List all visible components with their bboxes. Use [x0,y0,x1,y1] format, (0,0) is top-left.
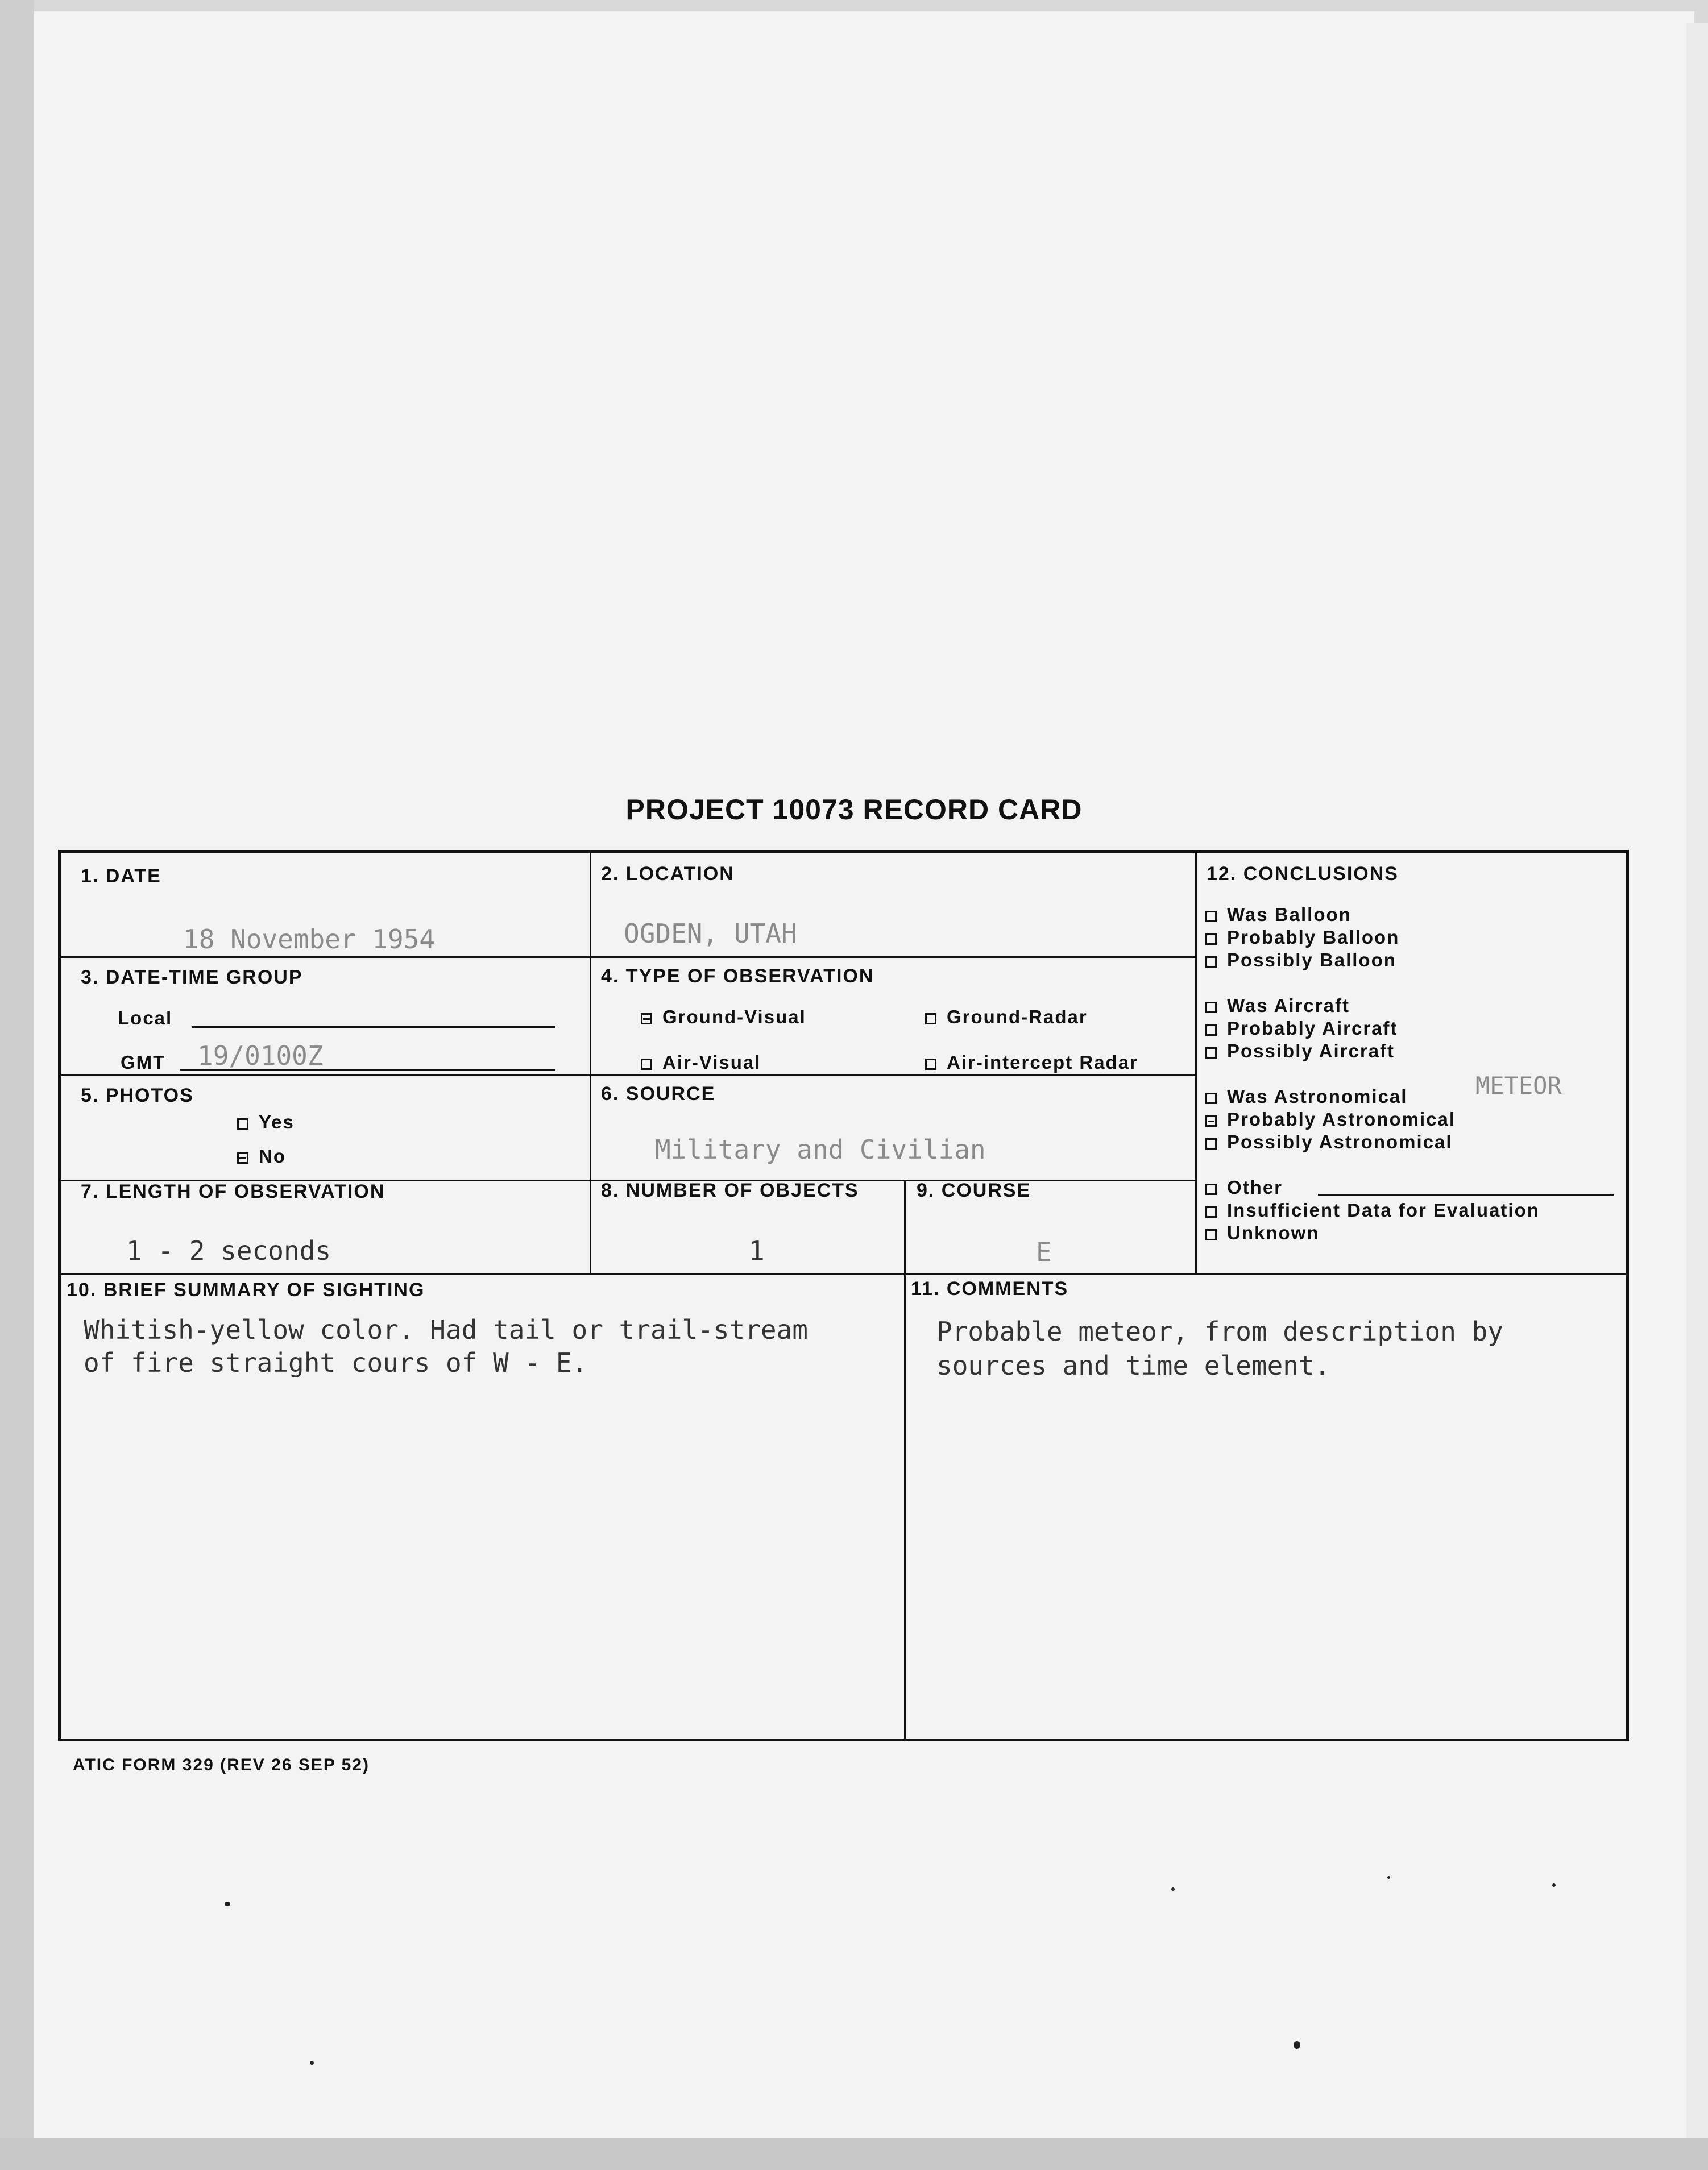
checkbox-insufficient-data[interactable] [1205,1206,1217,1218]
card-title: PROJECT 10073 RECORD CARD [625,794,1083,825]
source-label: 6. SOURCE [601,1083,716,1105]
checkbox-ground-radar[interactable] [925,1013,936,1024]
photos-option-no[interactable]: No [237,1146,286,1167]
conclusion-probably-astronomical[interactable]: Probably Astronomical [1205,1109,1456,1130]
divider-vertical-left [590,853,591,1273]
summary-label: 10. BRIEF SUMMARY OF SIGHTING [67,1279,425,1301]
speck [225,1902,230,1906]
length-label: 7. LENGTH OF OBSERVATION [81,1181,385,1202]
length-value: 1 - 2 seconds [126,1235,331,1266]
observation-option-ground-visual[interactable]: Ground-Visual [641,1006,806,1028]
speck [1552,1883,1556,1887]
objects-label: 8. NUMBER OF OBJECTS [601,1180,859,1201]
conclusion-was-balloon[interactable]: Was Balloon [1205,904,1352,926]
conclusion-insufficient-data[interactable]: Insufficient Data for Evaluation [1205,1200,1540,1221]
divider-vertical-10-11 [904,1273,906,1740]
location-value: OGDEN, UTAH [624,918,797,949]
other-underline [1318,1194,1614,1196]
checkbox-probably-astronomical[interactable] [1205,1115,1217,1127]
date-value: 18 November 1954 [183,924,436,955]
conclusion-unknown[interactable]: Unknown [1205,1222,1319,1244]
observation-option-ground-radar[interactable]: Ground-Radar [925,1006,1088,1028]
objects-value: 1 [749,1235,765,1266]
checkbox-air-intercept-radar[interactable] [925,1059,936,1070]
summary-line-2: of fire straight cours of W - E. [84,1347,588,1378]
dtg-gmt-label: GMT [121,1052,166,1073]
conclusion-probably-balloon[interactable]: Probably Balloon [1205,927,1399,948]
observation-option-air-visual[interactable]: Air-Visual [641,1052,761,1073]
checkbox-photos-yes[interactable] [237,1118,248,1130]
dtg-label: 3. DATE-TIME GROUP [81,966,303,988]
conclusion-possibly-balloon[interactable]: Possibly Balloon [1205,949,1396,971]
observation-option-air-intercept-radar[interactable]: Air-intercept Radar [925,1052,1138,1073]
checkbox-photos-no[interactable] [237,1152,248,1164]
dtg-gmt-value: 19/0100Z [197,1040,324,1071]
checkbox-probably-balloon[interactable] [1205,933,1217,945]
checkbox-air-visual[interactable] [641,1059,652,1070]
comments-label: 11. COMMENTS [911,1278,1069,1300]
page-shadow-bottom [0,2138,1708,2170]
summary-line-1: Whitish-yellow color. Had tail or trail-stream [84,1314,808,1345]
astronomical-note: METEOR [1475,1072,1562,1099]
divider-vertical-conclusions [1195,853,1197,1273]
course-value: E [1036,1237,1052,1267]
speck [1171,1887,1175,1891]
speck [1294,2041,1300,2049]
photos-option-yes[interactable]: Yes [237,1111,295,1133]
observation-type-label: 4. TYPE OF OBSERVATION [601,965,874,987]
source-value: Military and Civilian [655,1134,986,1165]
conclusions-label: 12. CONCLUSIONS [1207,863,1399,885]
record-card [58,850,1629,1741]
form-identifier: ATIC FORM 329 (REV 26 SEP 52) [73,1756,370,1774]
dtg-local-label: Local [118,1007,173,1028]
checkbox-was-astronomical[interactable] [1205,1093,1217,1104]
checkbox-possibly-balloon[interactable] [1205,956,1217,968]
conclusion-possibly-astronomical[interactable]: Possibly Astronomical [1205,1131,1453,1153]
checkbox-ground-visual[interactable] [641,1013,652,1024]
photos-label: 5. PHOTOS [81,1085,194,1106]
dtg-local-underline [192,1026,555,1028]
checkbox-unknown[interactable] [1205,1229,1217,1240]
divider-row-2 [61,1074,1195,1076]
location-label: 2. LOCATION [601,863,735,885]
conclusion-possibly-aircraft[interactable]: Possibly Aircraft [1205,1040,1395,1062]
checkbox-was-balloon[interactable] [1205,911,1217,922]
comments-line-2: sources and time element. [936,1350,1330,1381]
divider-vertical-8-9 [904,1180,906,1273]
page-shadow-left [0,0,34,2170]
conclusion-probably-aircraft[interactable]: Probably Aircraft [1205,1018,1398,1039]
checkbox-possibly-aircraft[interactable] [1205,1047,1217,1059]
checkbox-probably-aircraft[interactable] [1205,1024,1217,1036]
course-label: 9. COURSE [917,1180,1031,1201]
speck [1387,1876,1390,1879]
divider-row-4 [61,1273,1626,1275]
checkbox-other[interactable] [1205,1184,1217,1195]
comments-line-1: Probable meteor, from description by [936,1316,1503,1347]
divider-row-1 [61,956,1195,958]
checkbox-was-aircraft[interactable] [1205,1002,1217,1013]
checkbox-possibly-astronomical[interactable] [1205,1138,1217,1150]
conclusion-was-aircraft[interactable]: Was Aircraft [1205,995,1350,1016]
conclusion-other[interactable]: Other [1205,1177,1283,1198]
page-edge-right [1686,23,1708,2170]
speck [310,2061,314,2065]
date-label: 1. DATE [81,865,161,887]
conclusion-was-astronomical[interactable]: Was Astronomical [1205,1086,1407,1107]
